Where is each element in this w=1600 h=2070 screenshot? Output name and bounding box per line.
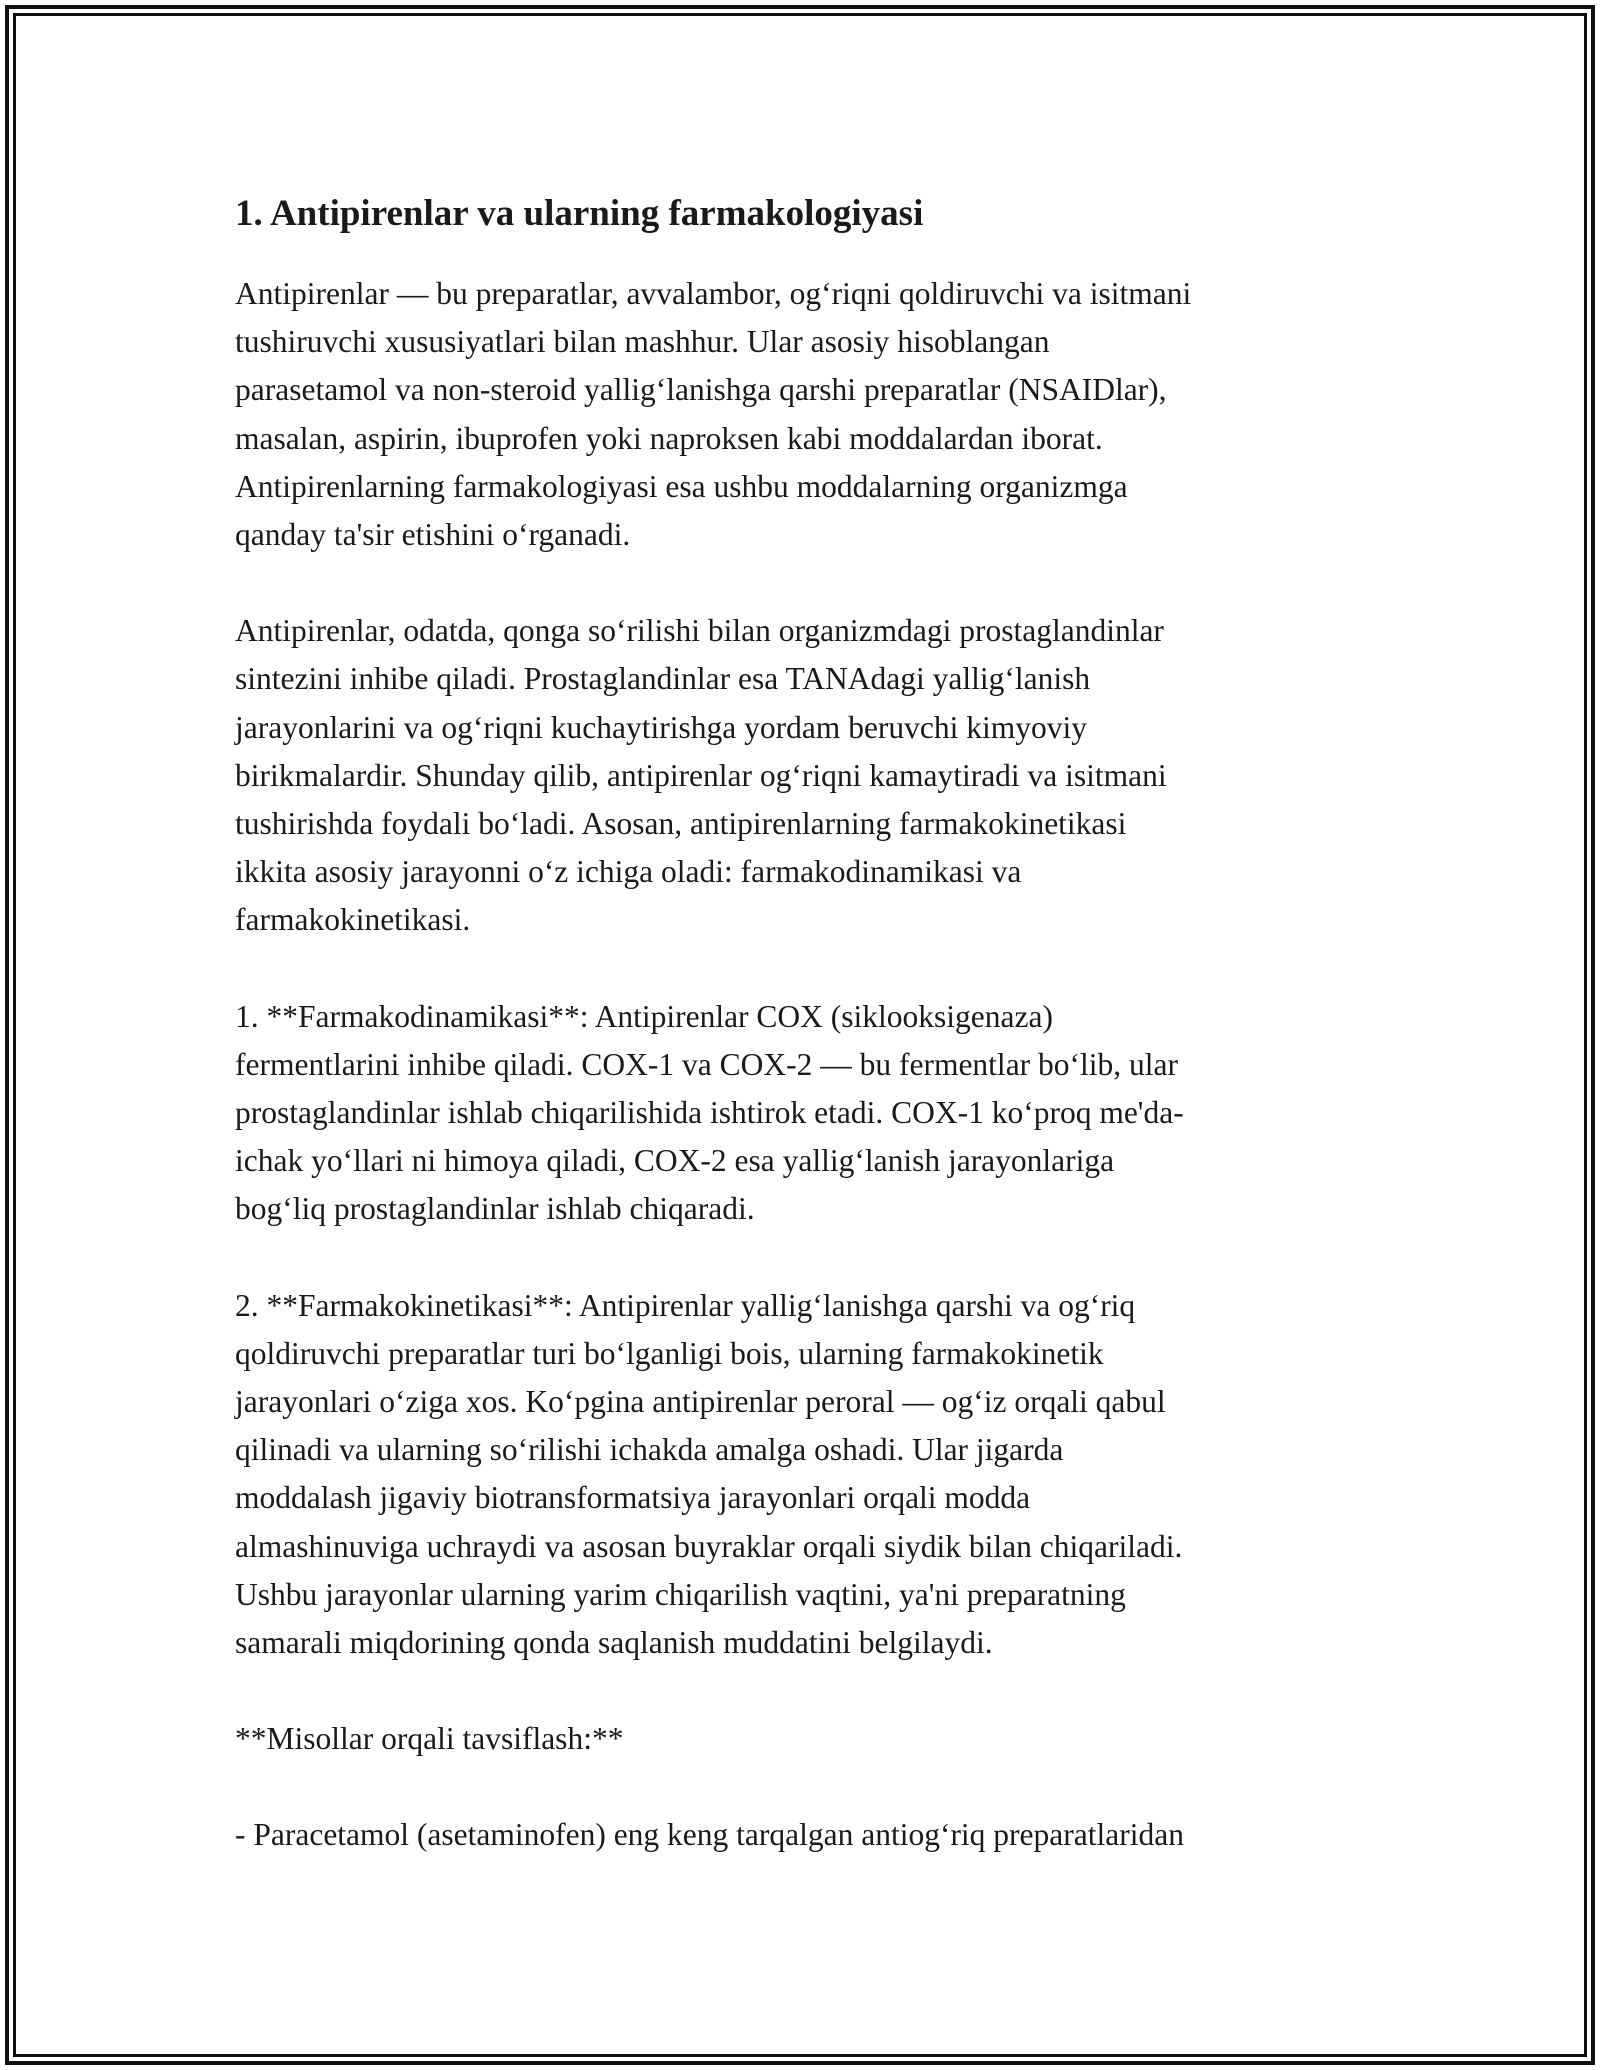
document-body (235, 188, 1365, 1860)
paragraph-pharmacokinetics: 2. **Farmakokinetikasi**: Antipirenlar yallig‘lanishga qarshi va og‘riq qoldiruvchi preparatlar turi bo‘lganligi bois, ularning farmakokinetik jarayonlari o‘ziga xos. Ko‘pgina antipirenlar peroral — og‘iz orqali qabul qilinadi va ularning so‘rilishi ichakda amalga oshadi. Ular jigarda moddalash jigaviy biotransformatsiya jarayonlari orqali modda almashinuviga uchraydi va asosan buyraklar orqali siydik bilan chiqariladi. Ushbu jarayonlar ularning yarim chiqarilish vaqtini, ya'ni preparatning samarali miqdorining qonda saqlanish muddatini belgilaydi. (235, 1287, 1183, 1661)
paragraph-examples-heading: **Misollar orqali tavsiflash:** (235, 1721, 624, 1757)
section-heading: 1. Antipirenlar va ularning farmakologiyasi (235, 193, 924, 234)
paragraph-intro: Antipirenlar — bu preparatlar, avvalambor, og‘riqni qoldiruvchi va isitmani tushiruvchi xususiyatlari bilan mashhur. Ular asosiy hisoblangan parasetamol va non-steroid yallig‘lanishga qarshi preparatlar (NSAIDlar), masalan, aspirin, ibuprofen yoki naproksen kabi moddalardan iborat. Antipirenlarning farmakologiyasi esa ushbu moddalarning organizmga qanday ta'sir etishini o‘rganadi. (235, 276, 1192, 553)
paragraph-example-item: - Paracetamol (asetaminofen) eng keng tarqalgan antiog‘riq preparatlaridan (235, 1817, 1184, 1853)
paragraph-pharmacodynamics: 1. **Farmakodinamikasi**: Antipirenlar COX (siklooksigenaza) fermentlarini inhibe qiladi. COX-1 va COX-2 — bu fermentlar bo‘lib, ular prostaglandinlar ishlab chiqarilishida ishtirok etadi. COX-1 ko‘proq me'da- ichak yo‘llari ni himoya qiladi, COX-2 esa yallig‘lanish jarayonlariga bog‘liq prostaglandinlar ishlab chiqaradi. (235, 998, 1184, 1227)
paragraph-mechanism: Antipirenlar, odatda, qonga so‘rilishi bilan organizmdagi prostaglandinlar sintezini inhibe qiladi. Prostaglandinlar esa TANAdagi yallig‘lanish jarayonlarini va og‘riqni kuchaytirishga yordam beruvchi kimyoviy birikmalardir. Shunday qilib, antipirenlar og‘riqni kamaytiradi va isitmani tushirishda foydali bo‘ladi. Asosan, antipirenlarning farmakokinetikasi ikkita asosiy jarayonni o‘z ichiga oladi: farmakodinamikasi va farmakokinetikasi. (235, 613, 1167, 938)
